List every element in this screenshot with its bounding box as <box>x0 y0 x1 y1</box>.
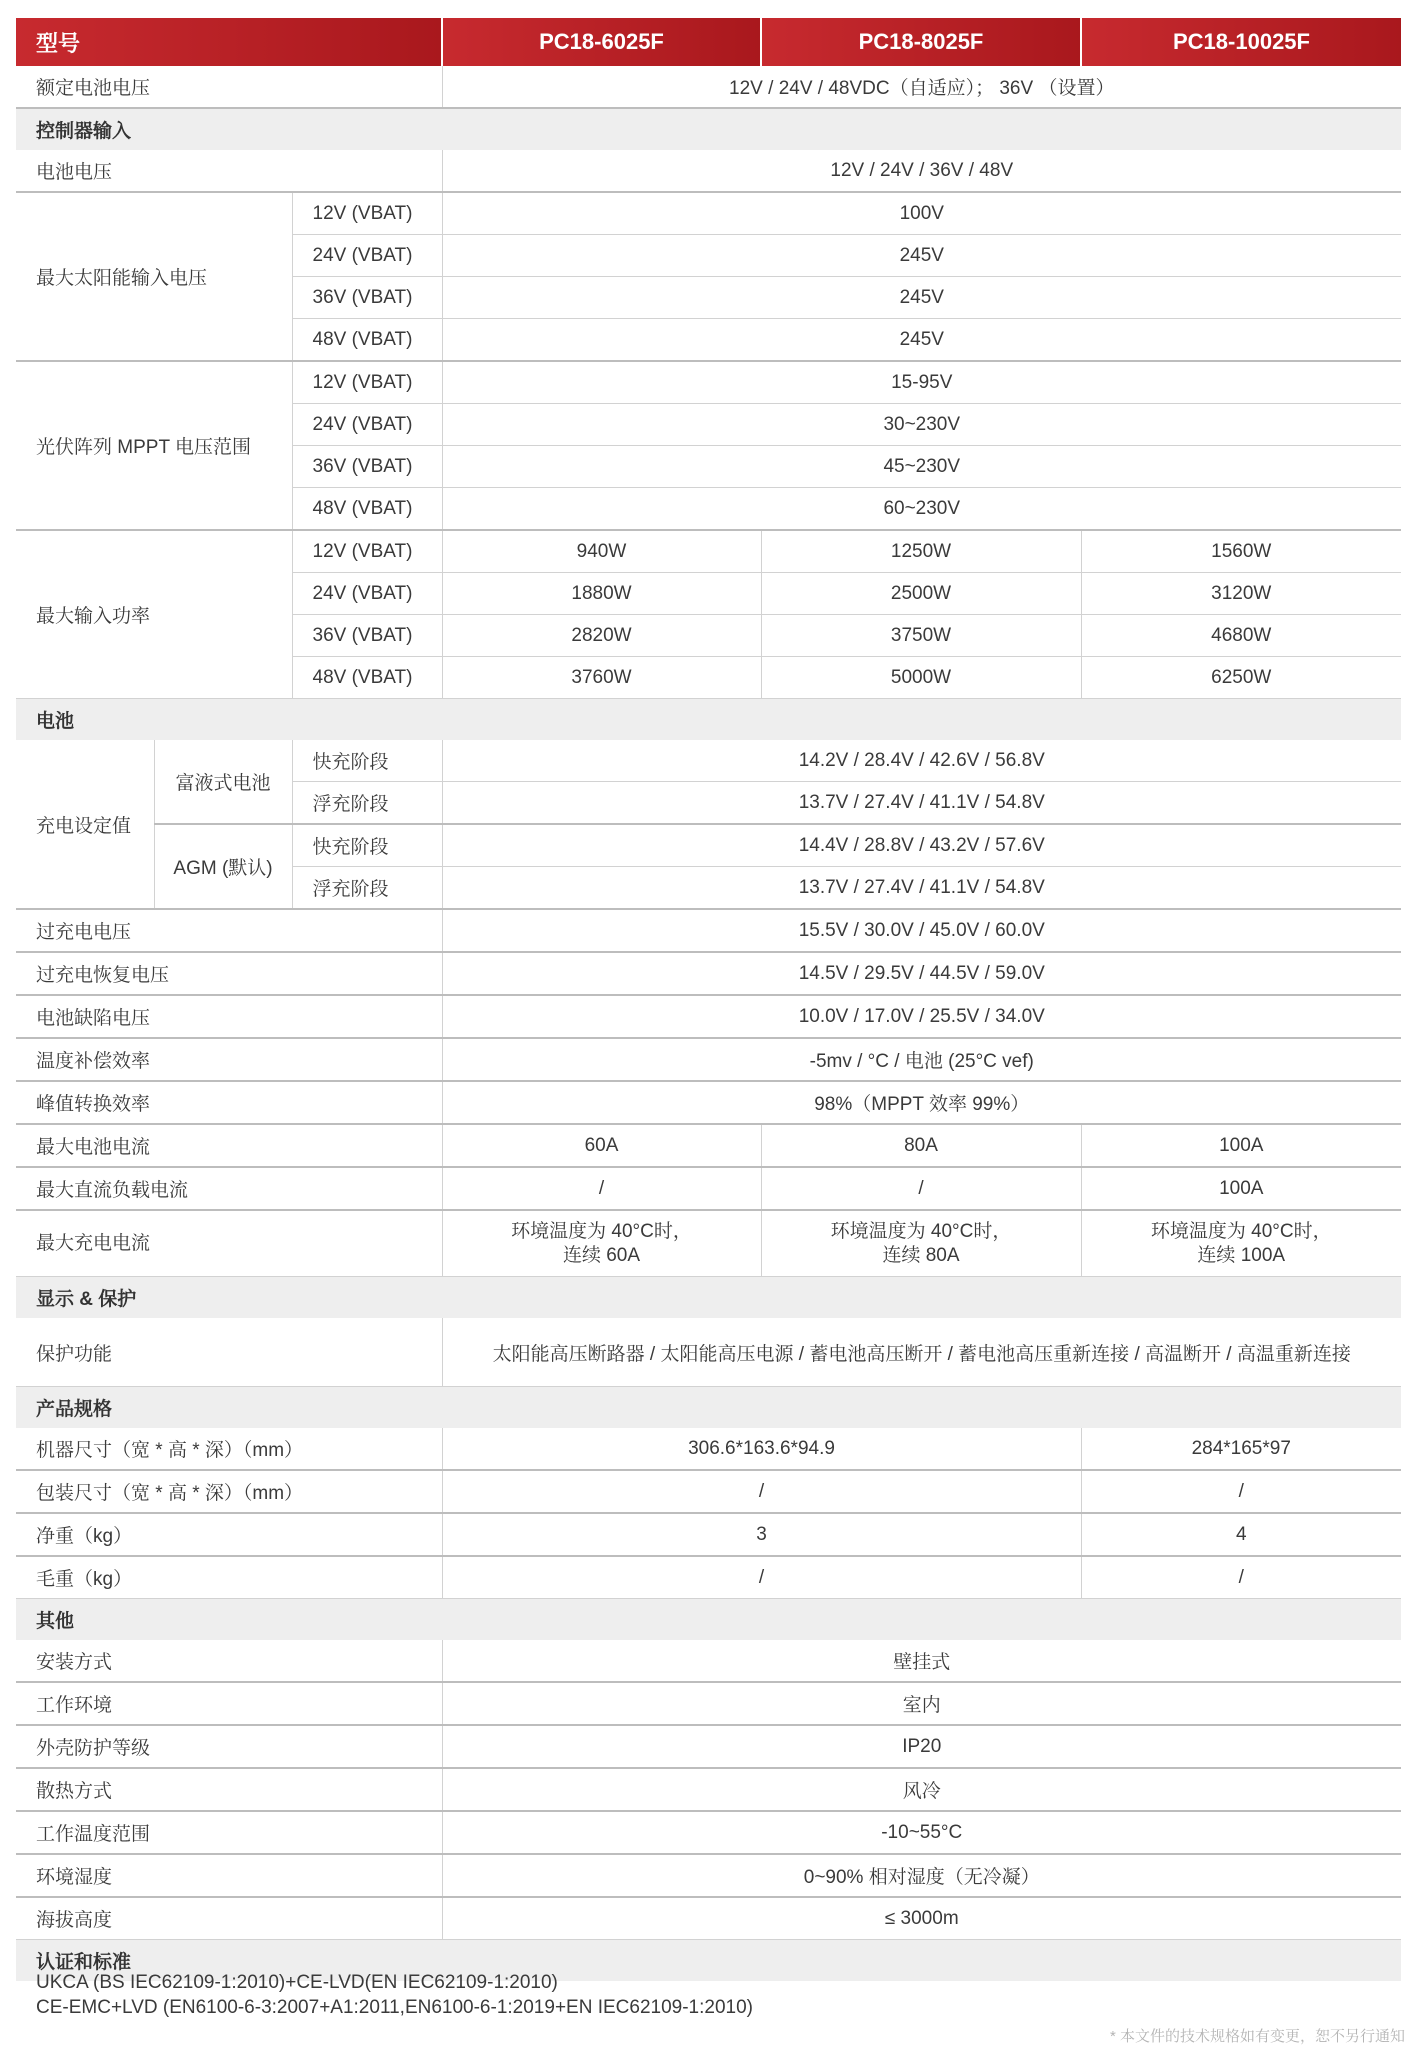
row-value: 14.2V / 28.4V / 42.6V / 56.8V <box>442 740 1401 782</box>
table-row <box>16 1854 1401 1897</box>
row-value: 13.7V / 27.4V / 41.1V / 54.8V <box>442 782 1401 825</box>
cell-value: / <box>442 1167 761 1210</box>
cell-value: / <box>1081 1470 1401 1513</box>
row-label: 充电设定值 <box>16 740 154 909</box>
section-title: 控制器输入 <box>16 108 1401 150</box>
cell-value: / <box>761 1167 1081 1210</box>
row-label: 环境湿度 <box>16 1854 442 1897</box>
row-value: 245V <box>442 319 1401 362</box>
row-label: 额定电池电压 <box>16 66 442 108</box>
section-header <box>16 1387 1401 1429</box>
row-value: 12V / 24V / 48VDC（自适应）； 36V （设置） <box>442 66 1401 108</box>
table-row <box>16 1210 1401 1277</box>
vbat-label: 24V (VBAT) <box>292 573 442 615</box>
vbat-label: 36V (VBAT) <box>292 277 442 319</box>
row-label: 外壳防护等级 <box>16 1725 442 1768</box>
row-value: 245V <box>442 277 1401 319</box>
cell-line: 连续 100A <box>1197 1244 1286 1266</box>
row-label: 过充电恢复电压 <box>16 952 442 995</box>
stage-label: 快充阶段 <box>292 824 442 867</box>
cell-value: 2820W <box>442 615 761 657</box>
cell-value: 80A <box>761 1124 1081 1167</box>
cell-line: 环境温度为 40°C时， <box>830 1220 1012 1242</box>
cell-value: 6250W <box>1081 657 1401 699</box>
vbat-label: 12V (VBAT) <box>292 192 442 235</box>
row-label: 工作环境 <box>16 1682 442 1725</box>
table-row <box>16 530 1401 573</box>
table-row <box>16 1124 1401 1167</box>
table-row <box>16 1897 1401 1940</box>
vbat-label: 36V (VBAT) <box>292 615 442 657</box>
cell-value: 100A <box>1081 1124 1401 1167</box>
row-value: 98%（MPPT 效率 99%） <box>442 1081 1401 1124</box>
row-value: 13.7V / 27.4V / 41.1V / 54.8V <box>442 867 1401 910</box>
cell-value: 2500W <box>761 573 1081 615</box>
table-row <box>16 1318 1401 1387</box>
row-label: 机器尺寸（宽 * 高 * 深）（mm） <box>16 1428 442 1470</box>
vbat-label: 48V (VBAT) <box>292 657 442 699</box>
row-value: -10~55°C <box>442 1811 1401 1854</box>
cell-value: 3 <box>442 1513 1081 1556</box>
table-row <box>16 1470 1401 1513</box>
table-row <box>16 1811 1401 1854</box>
row-value: IP20 <box>442 1725 1401 1768</box>
row-value: 245V <box>442 235 1401 277</box>
row-label: 安装方式 <box>16 1640 442 1682</box>
table-row <box>16 909 1401 952</box>
row-value: 100V <box>442 192 1401 235</box>
table-row <box>16 1682 1401 1725</box>
row-label: 最大直流负载电流 <box>16 1167 442 1210</box>
table-row <box>16 150 1401 192</box>
table-row <box>16 1081 1401 1124</box>
cell-value: 3750W <box>761 615 1081 657</box>
table-row <box>16 740 1401 782</box>
cell-value <box>761 1210 1081 1277</box>
cell-value: 60A <box>442 1124 761 1167</box>
row-value: 壁挂式 <box>442 1640 1401 1682</box>
cell-value <box>442 1210 761 1277</box>
model-col-1: PC18-6025F <box>442 18 761 66</box>
row-value: 风冷 <box>442 1768 1401 1811</box>
table-row <box>16 1556 1401 1599</box>
cell-value: / <box>442 1556 1081 1599</box>
model-col-2: PC18-8025F <box>761 18 1081 66</box>
row-label: 保护功能 <box>16 1318 442 1387</box>
table-row <box>16 66 1401 108</box>
cell-value <box>1081 1210 1401 1277</box>
row-value: 室内 <box>442 1682 1401 1725</box>
table-row <box>16 1167 1401 1210</box>
table-row <box>16 824 1401 867</box>
spec-table <box>16 18 1401 1981</box>
section-title: 显示 & 保护 <box>16 1277 1401 1319</box>
cell-value: 4680W <box>1081 615 1401 657</box>
cell-value: 1560W <box>1081 530 1401 573</box>
table-row <box>16 1513 1401 1556</box>
row-value: 14.4V / 28.8V / 43.2V / 57.6V <box>442 824 1401 867</box>
row-label: 光伏阵列 MPPT 电压范围 <box>16 361 292 530</box>
stage-label: 浮充阶段 <box>292 867 442 910</box>
table-row <box>16 1038 1401 1081</box>
row-value: 0~90% 相对湿度（无冷凝） <box>442 1854 1401 1897</box>
table-row <box>16 1725 1401 1768</box>
section-title: 产品规格 <box>16 1387 1401 1429</box>
cell-value: / <box>442 1470 1081 1513</box>
row-value: ≤ 3000m <box>442 1897 1401 1940</box>
row-label: 海拔高度 <box>16 1897 442 1940</box>
cell-value: 1880W <box>442 573 761 615</box>
vbat-label: 48V (VBAT) <box>292 488 442 531</box>
model-label: 型号 <box>16 18 442 66</box>
footnote: * 本文件的技术规格如有变更，恕不另行通知 <box>1109 2028 1405 2045</box>
table-row <box>16 192 1401 235</box>
cell-value: 306.6*163.6*94.9 <box>442 1428 1081 1470</box>
cell-value: 284*165*97 <box>1081 1428 1401 1470</box>
cell-value: 3760W <box>442 657 761 699</box>
row-label: 净重（kg） <box>16 1513 442 1556</box>
standard-line: CE-EMC+LVD (EN6100-6-3:2007+A1:2011,EN6100-6-1:2019+EN IEC62109-1:2010) <box>36 1997 753 2018</box>
section-title: 认证和标准 <box>16 1940 1401 1982</box>
cell-value: 1250W <box>761 530 1081 573</box>
stage-label: 浮充阶段 <box>292 782 442 825</box>
row-label: 包装尺寸（宽 * 高 * 深）（mm） <box>16 1470 442 1513</box>
row-value: 10.0V / 17.0V / 25.5V / 34.0V <box>442 995 1401 1038</box>
cell-value: 940W <box>442 530 761 573</box>
row-label: 电池缺陷电压 <box>16 995 442 1038</box>
cell-line: 连续 60A <box>562 1244 641 1266</box>
row-label: 最大充电电流 <box>16 1210 442 1277</box>
row-label: 工作温度范围 <box>16 1811 442 1854</box>
cell-value: 5000W <box>761 657 1081 699</box>
vbat-label: 24V (VBAT) <box>292 235 442 277</box>
cell-value: 100A <box>1081 1167 1401 1210</box>
table-row <box>16 995 1401 1038</box>
row-label: 过充电电压 <box>16 909 442 952</box>
section-title: 其他 <box>16 1599 1401 1641</box>
model-col-3: PC18-10025F <box>1081 18 1401 66</box>
section-title: 电池 <box>16 699 1401 741</box>
row-label: 电池电压 <box>16 150 442 192</box>
row-label: 最大太阳能输入电压 <box>16 192 292 361</box>
row-value: -5mv / °C / 电池 (25°C vef) <box>442 1038 1401 1081</box>
cell-value: 3120W <box>1081 573 1401 615</box>
vbat-label: 12V (VBAT) <box>292 361 442 404</box>
standard-line: UKCA (BS IEC62109-1:2010)+CE-LVD(EN IEC62109-1:2010) <box>36 1972 558 1993</box>
row-value: 30~230V <box>442 404 1401 446</box>
row-label: 温度补偿效率 <box>16 1038 442 1081</box>
row-label: 毛重（kg） <box>16 1556 442 1599</box>
vbat-label: 48V (VBAT) <box>292 319 442 362</box>
vbat-label: 12V (VBAT) <box>292 530 442 573</box>
battery-type-agm: AGM (默认) <box>154 824 292 909</box>
battery-type-flooded: 富液式电池 <box>154 740 292 824</box>
row-value: 14.5V / 29.5V / 44.5V / 59.0V <box>442 952 1401 995</box>
table-row <box>16 1768 1401 1811</box>
table-row <box>16 361 1401 404</box>
row-label: 最大电池电流 <box>16 1124 442 1167</box>
cell-line: 环境温度为 40°C时， <box>1150 1220 1332 1242</box>
section-header <box>16 108 1401 150</box>
vbat-label: 36V (VBAT) <box>292 446 442 488</box>
table-header <box>16 18 1401 66</box>
cell-line: 环境温度为 40°C时， <box>511 1220 692 1242</box>
table-row <box>16 1640 1401 1682</box>
section-header <box>16 1277 1401 1319</box>
row-value: 45~230V <box>442 446 1401 488</box>
row-label: 最大输入功率 <box>16 530 292 699</box>
row-label: 峰值转换效率 <box>16 1081 442 1124</box>
row-value: 12V / 24V / 36V / 48V <box>442 150 1401 192</box>
standards-list <box>36 1970 753 2020</box>
section-header <box>16 699 1401 741</box>
cell-value: 4 <box>1081 1513 1401 1556</box>
row-value: 15.5V / 30.0V / 45.0V / 60.0V <box>442 909 1401 952</box>
cell-value: / <box>1081 1556 1401 1599</box>
row-value: 太阳能高压断路器 / 太阳能高压电源 / 蓄电池高压断开 / 蓄电池高压重新连接 / 高温断开 / 高温重新连接 <box>442 1318 1401 1387</box>
stage-label: 快充阶段 <box>292 740 442 782</box>
row-label: 散热方式 <box>16 1768 442 1811</box>
row-value: 60~230V <box>442 488 1401 531</box>
vbat-label: 24V (VBAT) <box>292 404 442 446</box>
section-header <box>16 1599 1401 1641</box>
table-row <box>16 1428 1401 1470</box>
cell-line: 连续 80A <box>882 1244 960 1266</box>
row-value: 15-95V <box>442 361 1401 404</box>
table-row <box>16 952 1401 995</box>
